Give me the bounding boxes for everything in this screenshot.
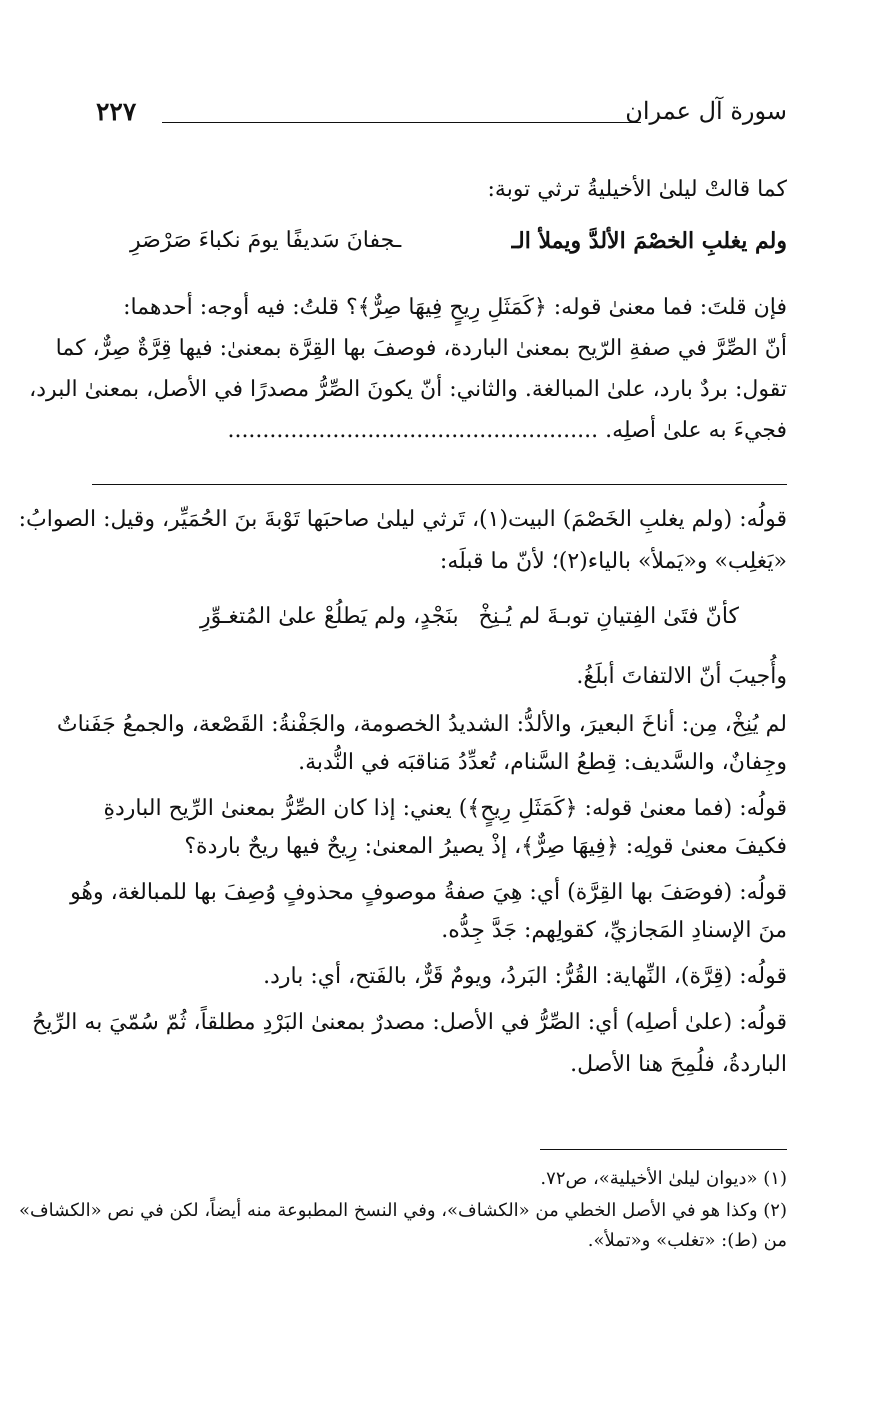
- verse-2-left-hemistich: بنَجْدٍ، ولم يَطلُعْ علىٰ المُتغـوِّرِ: [200, 604, 459, 629]
- main-line: فجيءَ به علىٰ أصلِه. .....................................................: [227, 418, 787, 443]
- commentary-line: قولُه: (فما معنىٰ قوله: ﴿كَمَثَلِ رِيحٍ﴾) يعني: إذا كان الصِّرُّ بمعنىٰ الرِّيح الباردةِ: [103, 796, 787, 821]
- footnote-2: (٢) وكذا هو في الأصل الخطي من «الكشاف»، وفي النسخ المطبوعة منه أيضاً، لكن في نص «الكشاف»: [18, 1200, 787, 1221]
- page-header: [96, 95, 787, 135]
- main-line: تقول: بردٌ بارد، علىٰ المبالغة. والثاني: أنّ يكونَ الصِّرُّ مصدرًا في الأصل، بمعنىٰ البرد،: [29, 377, 787, 402]
- commentary-line: قولُه: (علىٰ أصلِه) أي: الصِّرُّ في الأصل: مصدرٌ بمعنىٰ البَرْدِ مطلقاً، ثُمّ سُمّيَ به الرِّيحُ: [32, 1010, 787, 1035]
- footnote-2-continued: من (ط): «تغلب» و«تملأ».: [587, 1230, 787, 1251]
- commentary-line: وجِفانٌ، والسَّديف: قِطعُ السَّنام، تُعدِّدُ مَناقبَه في النُّدبة.: [298, 750, 787, 775]
- commentary-line: فكيفَ معنىٰ قولِه: ﴿فِيهَا صِرٌّ﴾، إذْ يصيرُ المعنىٰ: رِيحٌ فيها ريحٌ باردة؟: [184, 834, 787, 859]
- page-number: ٢٢٧: [96, 97, 137, 126]
- commentary-line: «يَغلِب» و«يَملأ» بالياء(٢)؛ لأنّ ما قبلَه:: [439, 549, 787, 574]
- main-separator: [92, 484, 787, 485]
- commentary-block-2: [32, 662, 787, 1080]
- verse-1-left-hemistich: ـجفانَ سَديفًا يومَ نكباءَ صَرْصَرِ: [130, 228, 402, 253]
- commentary-line: وأُجيبَ أنّ الالتفاتَ أبلَغُ.: [576, 664, 787, 689]
- commentary-line: منَ الإسنادِ المَجازيِّ، كقولِهم: جَدَّ جِدُّه.: [441, 918, 787, 943]
- footnotes: [18, 1166, 787, 1254]
- main-text: [29, 293, 787, 446]
- verse-line-2: [200, 604, 739, 636]
- commentary-line: الباردةُ، فلُمِحَ هنا الأصل.: [570, 1052, 787, 1077]
- intro-line: كما قالتْ ليلىٰ الأخيليةُ ترثي توبة:: [487, 177, 787, 202]
- surah-title: سورة آل عمران: [625, 97, 787, 125]
- footnote-separator: [540, 1149, 787, 1150]
- commentary-line: قولُه: (ولم يغلبِ الخَصْمَ) البيت(١)، تَرثي ليلىٰ صاحبَها تَوْبةَ بنَ الحُمَيِّر، وقيل: الصوابُ:: [18, 507, 787, 532]
- commentary-block-1: [18, 505, 787, 577]
- commentary-line: قولُه: (فوصَفَ بها القِرَّة) أي: هِيَ صفةُ موصوفٍ محذوفٍ وُصِفَ بها للمبالغة، وهُو: [70, 880, 787, 905]
- verse-2-right-hemistich: كأنّ فتَىٰ الفِتيانِ توبـةَ لم يُـنِخْ: [478, 604, 739, 629]
- verse-1-right-hemistich: ولم يغلبِ الخصْمَ الألدَّ ويملأ الـ: [511, 228, 787, 254]
- commentary-line: لم يُنِخْ، مِن: أناخَ البعيرَ، والألدُّ: الشديدُ الخصومة، والجَفْنةُ: القَصْعة، والجمعُ جَفَناتٌ: [56, 712, 787, 737]
- main-line: أنّ الصِّرَّ في صفةِ الرّيح بمعنىٰ الباردة، فوصفَ بها القِرَّة بمعنىٰ: فيها قِرَّةٌ صِرٌّ، كما: [55, 336, 787, 361]
- footnote-1: (١) «ديوان ليلىٰ الأخيلية»، ص٧٢.: [540, 1168, 787, 1189]
- header-rule: [162, 122, 641, 123]
- main-line: فإن قلتَ: فما معنىٰ قوله: ﴿كَمَثَلِ رِيحٍ فِيهَا صِرٌّ﴾؟ قلتُ: فيه أوجه: أحدهما:: [123, 295, 787, 320]
- commentary-line: قولُه: (قِرَّة)، النِّهاية: القُرُّ: البَردُ، ويومٌ قَرٌّ، بالفَتح، أي: بارد.: [263, 964, 787, 989]
- verse-line-1: [130, 228, 787, 260]
